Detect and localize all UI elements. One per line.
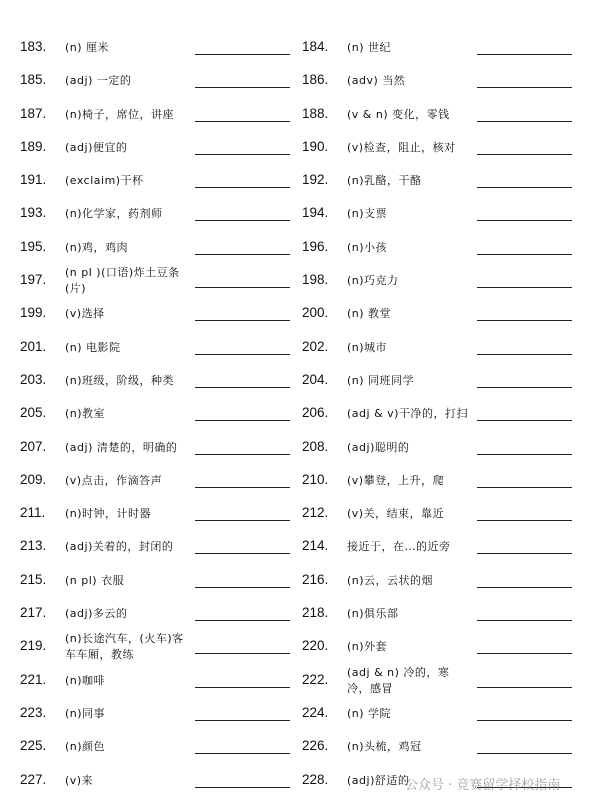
answer-blank-line[interactable] xyxy=(195,220,290,221)
item-definition: (adj)关着的，封闭的 xyxy=(65,540,174,554)
answer-blank-line[interactable] xyxy=(195,520,290,521)
answer-blank-line[interactable] xyxy=(195,753,290,754)
item-number: 192. xyxy=(302,172,329,188)
vocab-row xyxy=(20,164,292,197)
vocab-row xyxy=(20,364,292,397)
item-number: 218. xyxy=(302,605,329,621)
answer-blank-line[interactable] xyxy=(477,154,572,155)
vocab-row xyxy=(20,630,292,663)
item-definition: (v)选择 xyxy=(65,307,105,321)
vocab-row xyxy=(302,264,574,297)
item-definition: (n)颜色 xyxy=(65,740,106,754)
vocab-row xyxy=(20,131,292,164)
answer-blank-line[interactable] xyxy=(195,354,290,355)
item-number: 226. xyxy=(302,738,329,754)
answer-blank-line[interactable] xyxy=(195,420,290,421)
vocab-row xyxy=(302,730,574,763)
vocab-row xyxy=(302,164,574,197)
answer-blank-line[interactable] xyxy=(477,553,572,554)
vocab-row xyxy=(302,197,574,230)
item-definition: (n)同事 xyxy=(65,706,106,720)
item-number: 202. xyxy=(302,338,329,354)
vocab-row xyxy=(302,564,574,597)
answer-blank-line[interactable] xyxy=(195,454,290,455)
answer-blank-line[interactable] xyxy=(477,587,572,588)
item-definition: (n) 厘米 xyxy=(65,41,110,54)
answer-blank-line[interactable] xyxy=(195,320,290,321)
vocab-row xyxy=(20,564,292,597)
item-number: 213. xyxy=(20,538,47,554)
vocab-row xyxy=(302,131,574,164)
vocab-row xyxy=(20,297,292,330)
item-number: 222. xyxy=(302,671,329,687)
vocab-row xyxy=(20,597,292,630)
item-number: 197. xyxy=(20,272,47,288)
item-definition: (adv) 当然 xyxy=(347,74,406,88)
vocab-row xyxy=(20,697,292,730)
item-number: 223. xyxy=(20,704,47,720)
answer-blank-line[interactable] xyxy=(477,420,572,421)
item-definition: (n)头梳，鸡冠 xyxy=(347,740,422,754)
item-number: 195. xyxy=(20,238,47,254)
vocab-row xyxy=(20,464,292,497)
vocab-row xyxy=(302,597,574,630)
answer-blank-line[interactable] xyxy=(195,653,290,654)
item-number: 210. xyxy=(302,471,329,487)
vocab-row xyxy=(302,397,574,430)
answer-blank-line[interactable] xyxy=(195,587,290,588)
item-definition: (v & n) 变化，零钱 xyxy=(347,107,450,121)
answer-blank-line[interactable] xyxy=(195,187,290,188)
item-number: 190. xyxy=(302,138,329,154)
item-definition: (n) 教堂 xyxy=(347,307,392,321)
item-definition: (adj)便宜的 xyxy=(65,140,128,154)
item-definition: (n)外套 xyxy=(347,640,388,654)
answer-blank-line[interactable] xyxy=(477,187,572,188)
item-number: 198. xyxy=(302,272,329,288)
item-definition: (n) 电影院 xyxy=(65,340,121,354)
answer-blank-line[interactable] xyxy=(477,454,572,455)
answer-blank-line[interactable] xyxy=(477,287,572,288)
answer-blank-line[interactable] xyxy=(477,320,572,321)
answer-blank-line[interactable] xyxy=(195,387,290,388)
vocab-row xyxy=(302,664,574,697)
answer-blank-line[interactable] xyxy=(195,787,290,788)
item-number: 193. xyxy=(20,205,47,221)
item-definition: (n)教室 xyxy=(65,407,106,421)
item-definition: (n) 世纪 xyxy=(347,41,392,54)
vocab-row xyxy=(20,331,292,364)
answer-blank-line[interactable] xyxy=(195,553,290,554)
item-number: 212. xyxy=(302,505,329,521)
item-number: 201. xyxy=(20,338,47,354)
vocab-row xyxy=(20,431,292,464)
vocab-row xyxy=(302,431,574,464)
item-definition: (n)乳酪，干酪 xyxy=(347,174,422,188)
answer-blank-line[interactable] xyxy=(195,687,290,688)
vocab-row xyxy=(20,497,292,530)
answer-blank-line[interactable] xyxy=(477,487,572,488)
item-number: 191. xyxy=(20,172,47,188)
item-number: 219. xyxy=(20,638,47,654)
item-definition: (v)点击，作滴答声 xyxy=(65,473,163,487)
item-number: 214. xyxy=(302,538,329,554)
vocab-row xyxy=(20,764,292,797)
item-definition: (n)班级，阶级，种类 xyxy=(65,373,175,387)
vocab-row xyxy=(302,530,574,563)
item-definition: (n)咖啡 xyxy=(65,673,106,687)
item-number: 225. xyxy=(20,738,47,754)
item-definition: (n)巧克力 xyxy=(347,274,399,288)
vocab-row xyxy=(302,297,574,330)
item-definition: (n)云，云状的烟 xyxy=(347,573,434,587)
item-number: 209. xyxy=(20,471,47,487)
item-number: 208. xyxy=(302,438,329,454)
vocab-row xyxy=(302,464,574,497)
vocab-row xyxy=(302,697,574,730)
item-definition: (n pl) 衣服 xyxy=(65,573,125,587)
item-number: 217. xyxy=(20,605,47,621)
item-definition: (n)小孩 xyxy=(347,240,388,254)
right-column xyxy=(302,31,574,797)
item-number: 205. xyxy=(20,405,47,421)
answer-blank-line[interactable] xyxy=(477,354,572,355)
vocab-row xyxy=(20,664,292,697)
item-number: 224. xyxy=(302,704,329,720)
item-number: 227. xyxy=(20,771,47,787)
answer-blank-line[interactable] xyxy=(477,220,572,221)
item-definition: (exclaim)干杯 xyxy=(65,174,144,188)
vocab-row xyxy=(302,98,574,131)
item-definition: (n) 同班同学 xyxy=(347,373,415,387)
item-number: 215. xyxy=(20,571,47,587)
item-definition: 接近于，在…的近旁 xyxy=(347,540,451,554)
vocab-row xyxy=(20,231,292,264)
item-definition: (adj)舒适的 xyxy=(347,773,410,787)
answer-blank-line[interactable] xyxy=(195,620,290,621)
item-definition: (n)俱乐部 xyxy=(347,607,399,621)
answer-blank-line[interactable] xyxy=(195,487,290,488)
answer-blank-line[interactable] xyxy=(477,87,572,88)
vocab-row xyxy=(20,397,292,430)
item-definition: (n)支票 xyxy=(347,207,388,221)
item-definition: (n)时钟，计时器 xyxy=(65,507,152,521)
answer-blank-line[interactable] xyxy=(195,154,290,155)
item-definition: (v)关，结束，靠近 xyxy=(347,507,445,521)
item-definition: (adj & v)干净的，打扫 xyxy=(347,407,468,421)
answer-blank-line[interactable] xyxy=(195,121,290,122)
item-number: 189. xyxy=(20,138,47,154)
answer-blank-line[interactable] xyxy=(477,54,572,55)
item-number: 186. xyxy=(302,72,329,88)
vocab-row xyxy=(20,98,292,131)
vocab-row xyxy=(302,497,574,530)
left-column xyxy=(20,31,292,797)
answer-blank-line[interactable] xyxy=(477,620,572,621)
answer-blank-line[interactable] xyxy=(477,254,572,255)
item-number: 194. xyxy=(302,205,329,221)
item-number: 200. xyxy=(302,305,329,321)
item-number: 184. xyxy=(302,39,329,54)
item-definition: (n pl )(口语)炸土豆条(片) xyxy=(65,266,180,296)
item-definition: (n)椅子，席位，讲座 xyxy=(65,107,175,121)
item-definition: (adj)多云的 xyxy=(65,607,128,621)
item-definition: (n)鸡，鸡肉 xyxy=(65,240,129,254)
item-number: 199. xyxy=(20,305,47,321)
answer-blank-line[interactable] xyxy=(477,687,572,688)
vocab-row xyxy=(20,31,292,64)
item-definition: (n) 学院 xyxy=(347,706,392,720)
item-definition: (v)来 xyxy=(65,773,94,787)
item-number: 216. xyxy=(302,571,329,587)
item-number: 185. xyxy=(20,72,47,88)
item-number: 204. xyxy=(302,371,329,387)
vocab-row xyxy=(302,64,574,97)
item-definition: (adj) 清楚的，明确的 xyxy=(65,440,178,454)
vocab-row xyxy=(302,231,574,264)
item-number: 196. xyxy=(302,238,329,254)
item-number: 211. xyxy=(20,505,46,521)
watermark-text: 公众号 · 竞赛留学择校指南 xyxy=(405,778,561,793)
answer-blank-line[interactable] xyxy=(195,54,290,55)
item-definition: (adj)聪明的 xyxy=(347,440,410,454)
answer-blank-line[interactable] xyxy=(477,387,572,388)
item-number: 207. xyxy=(20,438,47,454)
item-definition: (adj) 一定的 xyxy=(65,74,132,88)
vocab-row xyxy=(302,364,574,397)
answer-blank-line[interactable] xyxy=(477,520,572,521)
answer-blank-line[interactable] xyxy=(195,254,290,255)
item-definition: (v)检查，阻止，核对 xyxy=(347,140,456,154)
answer-blank-line[interactable] xyxy=(477,720,572,721)
item-number: 188. xyxy=(302,105,329,121)
vocab-row xyxy=(20,197,292,230)
item-definition: (n)化学家，药剂师 xyxy=(65,207,163,221)
item-definition: (v)攀登，上升，爬 xyxy=(347,473,445,487)
item-definition: (n)长途汽车，(火车)客车车厢，教练 xyxy=(65,632,184,662)
answer-blank-line[interactable] xyxy=(195,720,290,721)
vocab-row xyxy=(20,530,292,563)
item-number: 221. xyxy=(20,671,47,687)
answer-blank-line[interactable] xyxy=(477,653,572,654)
vocab-row xyxy=(302,31,574,64)
vocab-row xyxy=(20,264,292,297)
vocab-row xyxy=(20,730,292,763)
item-number: 187. xyxy=(20,105,47,121)
item-number: 228. xyxy=(302,771,329,787)
answer-blank-line[interactable] xyxy=(477,753,572,754)
answer-blank-line[interactable] xyxy=(195,287,290,288)
answer-blank-line[interactable] xyxy=(477,121,572,122)
vocab-row xyxy=(302,630,574,663)
vocab-row xyxy=(20,64,292,97)
vocab-row xyxy=(302,331,574,364)
item-number: 206. xyxy=(302,405,329,421)
item-number: 220. xyxy=(302,638,329,654)
item-definition: (n)城市 xyxy=(347,340,388,354)
answer-blank-line[interactable] xyxy=(195,87,290,88)
item-number: 203. xyxy=(20,371,47,387)
item-number: 183. xyxy=(20,39,47,54)
item-definition: (adj & n) 冷的，寒冷，感冒 xyxy=(347,665,450,695)
